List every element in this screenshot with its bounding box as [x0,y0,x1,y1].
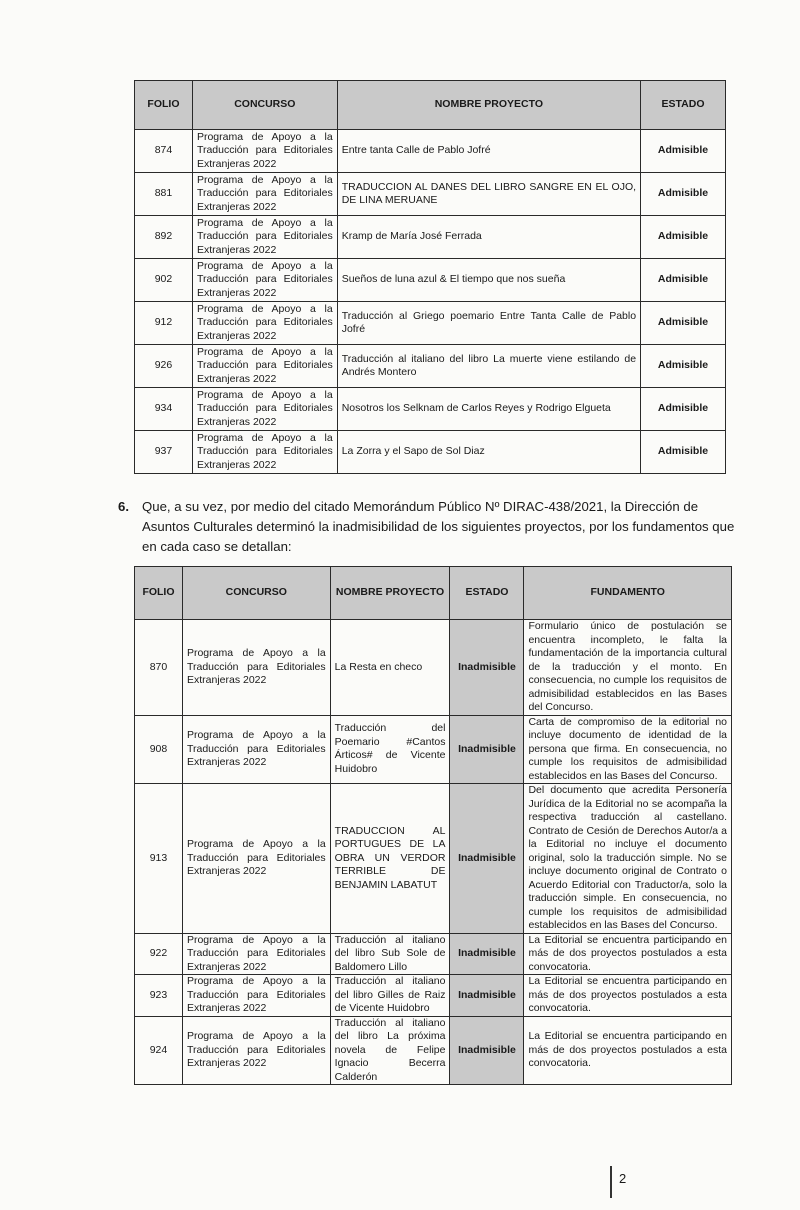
table-header-row [135,81,726,130]
paragraph-number: 6. [118,499,129,514]
proyecto-cell: La Zorra y el Sapo de Sol Diaz [337,431,640,474]
proyecto-cell: Entre tanta Calle de Pablo Jofré [337,130,640,173]
concurso-cell: Programa de Apoyo a la Traducción para Editoriales Extranjeras 2022 [182,1016,330,1085]
table-row [135,975,732,1017]
proyecto-cell: La Resta en checo [330,620,450,716]
estado-cell: Admisible [641,173,726,216]
table-header-row [135,567,732,620]
table-row [135,216,726,259]
folio-cell: 874 [135,130,193,173]
folio-cell: 934 [135,388,193,431]
proyecto-cell: Traducción al italiano del libro La muerte viene estilando de Andrés Montero [337,345,640,388]
estado-cell: Inadmisible [450,784,524,934]
fundamento-cell: Del documento que acredita Personería Jurídica de la Editorial no se acompaña la respectiva traducción al castellano. Contrato de Cesión de Derechos Autor/a a la Editorial no incluye el documento original, solo la traducción simple. No se incluye documento original de Contrato o Acuerdo Editorial con Traductor/a, solo la traducción simple. En consecuencia, no cumple los requisitos de admisibilidad establecidos en las Bases del Concurso. [524,784,732,934]
estado-cell: Inadmisible [450,1016,524,1085]
concurso-cell: Programa de Apoyo a la Traducción para Editoriales Extranjeras 2022 [192,431,337,474]
header-concurso: CONCURSO [182,567,330,620]
estado-cell: Admisible [641,259,726,302]
concurso-cell: Programa de Apoyo a la Traducción para Editoriales Extranjeras 2022 [192,302,337,345]
estado-cell: Admisible [641,216,726,259]
estado-cell: Admisible [641,345,726,388]
proyecto-cell: Sueños de luna azul & El tiempo que nos sueña [337,259,640,302]
folio-cell: 902 [135,259,193,302]
proyecto-cell: Nosotros los Selknam de Carlos Reyes y Rodrigo Elgueta [337,388,640,431]
table-row [135,130,726,173]
concurso-cell: Programa de Apoyo a la Traducción para Editoriales Extranjeras 2022 [192,259,337,302]
paragraph-text: Que, a su vez, por medio del citado Memorándum Público Nº DIRAC-438/2021, la Dirección de Asuntos Culturales determinó la inadmisibilidad de los siguientes proyectos, por los fundamentos que en cada caso se detallan: [142,499,735,554]
proyecto-cell: Traducción del Poemario #Cantos Árticos# de Vicente Huidobro [330,715,450,784]
admissible-projects-table [134,80,726,474]
proyecto-cell: Kramp de María José Ferrada [337,216,640,259]
proyecto-cell: Traducción al italiano del libro Gilles de Raiz de Vicente Huidobro [330,975,450,1017]
concurso-cell: Programa de Apoyo a la Traducción para Editoriales Extranjeras 2022 [192,388,337,431]
proyecto-cell: Traducción al italiano del libro Sub Sole de Baldomero Lillo [330,933,450,975]
fundamento-cell: Carta de compromiso de la editorial no incluye documento de identidad de la persona que firma. En consecuencia, no cumple los requisitos de admisibilidad establecidos en las Bases del Concurso. [524,715,732,784]
table-row [135,302,726,345]
header-folio: FOLIO [135,567,183,620]
estado-cell: Admisible [641,388,726,431]
table-row [135,933,732,975]
folio-cell: 881 [135,173,193,216]
fundamento-cell: La Editorial se encuentra participando en más de dos proyectos postulados a esta convocatoria. [524,933,732,975]
folio-cell: 913 [135,784,183,934]
folio-cell: 892 [135,216,193,259]
header-fundamento: FUNDAMENTO [524,567,732,620]
fundamento-cell: La Editorial se encuentra participando en más de dos proyectos postulados a esta convocatoria. [524,975,732,1017]
header-concurso: CONCURSO [192,81,337,130]
table-row [135,431,726,474]
header-estado: ESTADO [641,81,726,130]
table-row [135,784,732,934]
page-number-divider [610,1166,612,1198]
concurso-cell: Programa de Apoyo a la Traducción para Editoriales Extranjeras 2022 [182,715,330,784]
inadmissible-projects-table [134,566,732,1085]
folio-cell: 870 [135,620,183,716]
proyecto-cell: TRADUCCION AL DANES DEL LIBRO SANGRE EN EL OJO, DE LINA MERUANE [337,173,640,216]
fundamento-cell: La Editorial se encuentra participando en más de dos proyectos postulados a esta convocatoria. [524,1016,732,1085]
table-row [135,345,726,388]
proyecto-cell: Traducción al italiano del libro La próxima novela de Felipe Ignacio Becerra Calderón [330,1016,450,1085]
concurso-cell: Programa de Apoyo a la Traducción para Editoriales Extranjeras 2022 [192,173,337,216]
concurso-cell: Programa de Apoyo a la Traducción para Editoriales Extranjeras 2022 [182,620,330,716]
paragraph-6 [118,497,738,557]
estado-cell: Admisible [641,130,726,173]
header-nombre-proyecto: NOMBRE PROYECTO [337,81,640,130]
estado-cell: Inadmisible [450,975,524,1017]
concurso-cell: Programa de Apoyo a la Traducción para Editoriales Extranjeras 2022 [182,784,330,934]
folio-cell: 912 [135,302,193,345]
folio-cell: 923 [135,975,183,1017]
table-row [135,620,732,716]
table-row [135,259,726,302]
table-row [135,173,726,216]
folio-cell: 937 [135,431,193,474]
folio-cell: 922 [135,933,183,975]
concurso-cell: Programa de Apoyo a la Traducción para Editoriales Extranjeras 2022 [192,345,337,388]
estado-cell: Inadmisible [450,933,524,975]
fundamento-cell: Formulario único de postulación se encuentra incompleto, le falta la fundamentación de la importancia cultural de la traducción y el monto. En consecuencia, no cumple los requisitos de admisibilidad establecidos en las Bases del Concurso. [524,620,732,716]
folio-cell: 908 [135,715,183,784]
page-number: 2 [619,1171,627,1186]
concurso-cell: Programa de Apoyo a la Traducción para Editoriales Extranjeras 2022 [192,216,337,259]
estado-cell: Inadmisible [450,715,524,784]
concurso-cell: Programa de Apoyo a la Traducción para Editoriales Extranjeras 2022 [182,933,330,975]
table-row [135,1016,732,1085]
concurso-cell: Programa de Apoyo a la Traducción para Editoriales Extranjeras 2022 [182,975,330,1017]
estado-cell: Admisible [641,431,726,474]
estado-cell: Admisible [641,302,726,345]
table-row [135,715,732,784]
table-row [135,388,726,431]
proyecto-cell: TRADUCCION AL PORTUGUES DE LA OBRA UN VERDOR TERRIBLE DE BENJAMIN LABATUT [330,784,450,934]
proyecto-cell: Traducción al Griego poemario Entre Tanta Calle de Pablo Jofré [337,302,640,345]
header-folio: FOLIO [135,81,193,130]
folio-cell: 924 [135,1016,183,1085]
estado-cell: Inadmisible [450,620,524,716]
header-estado: ESTADO [450,567,524,620]
header-nombre-proyecto: NOMBRE PROYECTO [330,567,450,620]
concurso-cell: Programa de Apoyo a la Traducción para Editoriales Extranjeras 2022 [192,130,337,173]
folio-cell: 926 [135,345,193,388]
